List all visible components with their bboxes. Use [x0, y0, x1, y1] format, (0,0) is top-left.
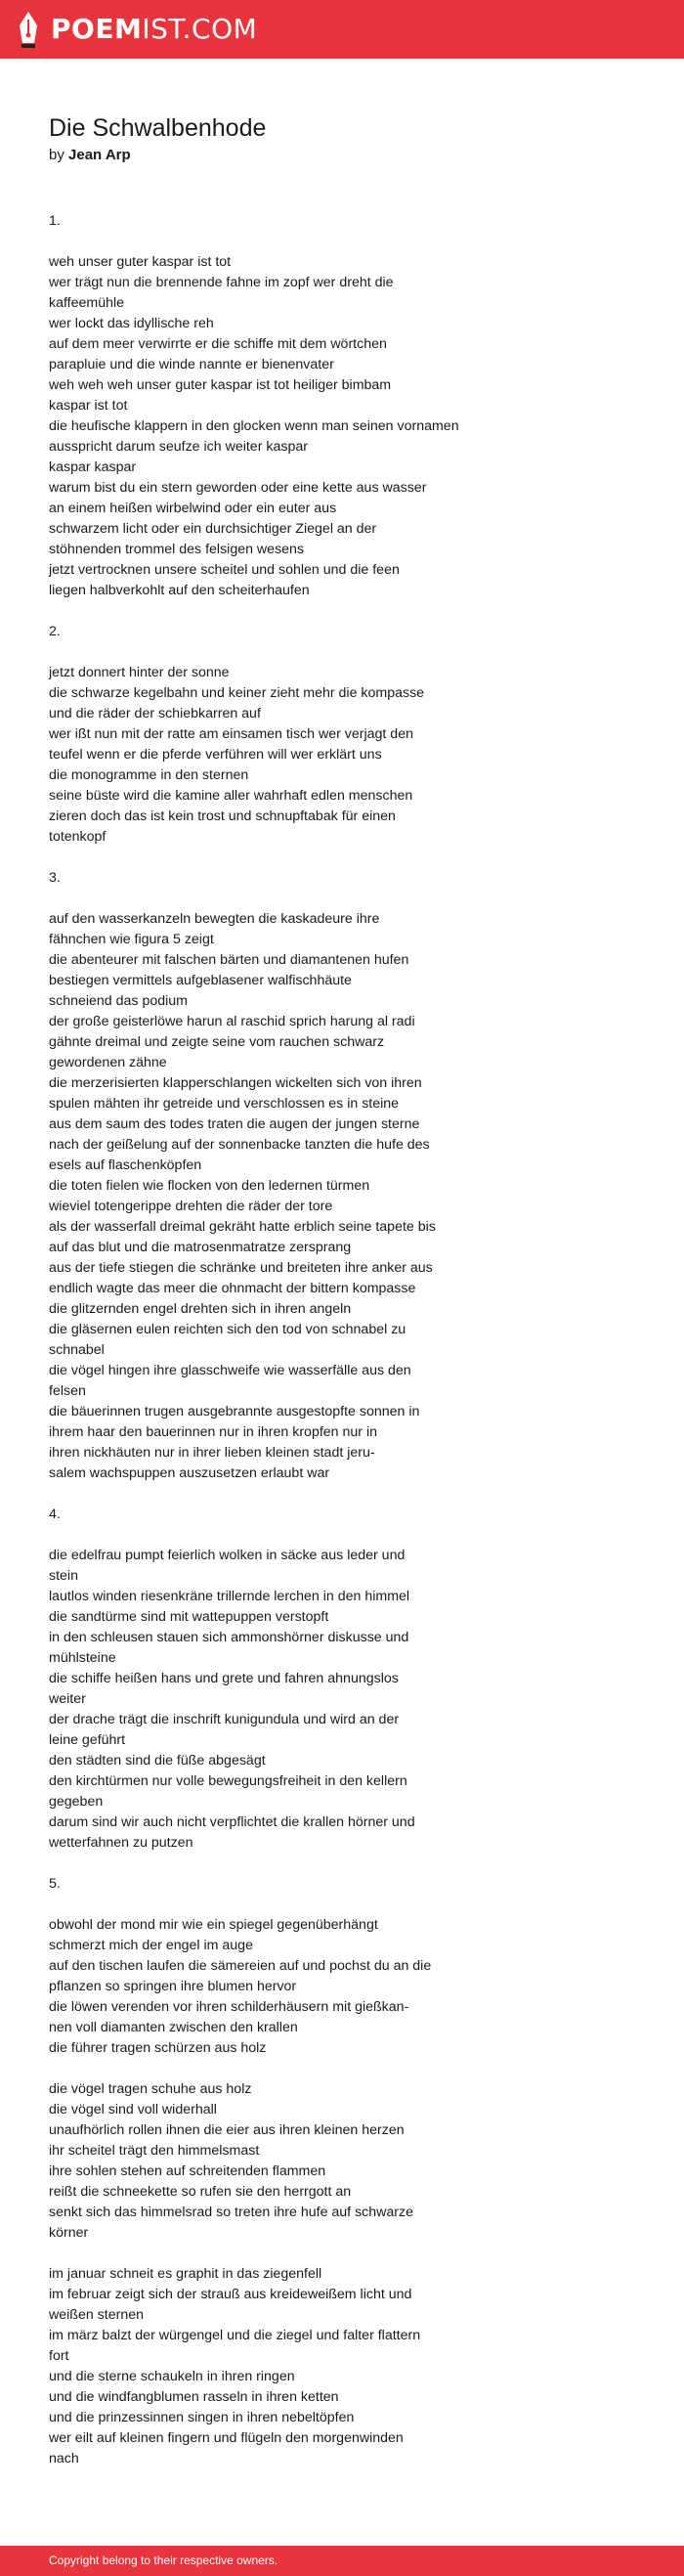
poem-line: pflanzen so springen ihre blumen hervor: [49, 1979, 297, 1994]
poem-line: wer ißt nun mit der ratte am einsamen tisch wer verjagt den: [49, 726, 413, 742]
poem-line: auf den wasserkanzeln bewegten die kaskadeure ihre: [49, 911, 380, 927]
footer: [0, 2546, 684, 2576]
poem-line: kaffeemühle: [49, 295, 125, 311]
poem-line: weh unser guter kaspar ist tot: [49, 254, 232, 270]
logo-strong: POEM: [51, 13, 143, 45]
poem-line: gähnte dreimal und zeigte seine vom rauchen schwarz: [49, 1034, 385, 1050]
poem-line: die glitzernden engel drehten sich in ihren angeln: [49, 1301, 352, 1317]
poem-line: schneiend das podium: [49, 993, 188, 1009]
logo-rest: IST.COM: [142, 13, 258, 45]
poem-line: totenkopf: [49, 829, 107, 845]
stanza-break: [49, 889, 625, 909]
poem-line: die bäuerinnen trugen ausgebrannte ausgestopfte sonnen in: [49, 1404, 420, 1419]
fountain-pen-nib-icon: [16, 10, 41, 49]
poem-line: die heufische klappern in den glocken wenn man seinen vornamen: [49, 418, 459, 434]
top-bar: [0, 0, 684, 59]
poem-line: ihrem haar den bauerinnen nur in ihren kropfen nur in: [49, 1424, 377, 1440]
poem-line: felsen: [49, 1383, 86, 1399]
poem-line: weißen sternen: [49, 2307, 144, 2323]
stanza-break: [49, 2059, 625, 2079]
poem-line: jetzt vertrocknen unsere scheitel und sohlen und die feen: [49, 562, 400, 578]
poem-line: wer eilt auf kleinen fingern und flügeln den morgenwinden: [49, 2430, 404, 2446]
poem-line: die toten fielen wie flocken von den ledernen türmen: [49, 1178, 370, 1194]
section-number: 4.: [49, 1506, 61, 1522]
poem-line: auf das blut und die matrosenmatratze zersprang: [49, 1240, 352, 1255]
poem-line: wieviel totengerippe drehten die räder der tore: [49, 1199, 333, 1214]
poem-line: weh weh weh unser guter kaspar ist tot heiliger bimbam: [49, 377, 392, 393]
poem-body: [49, 211, 625, 2469]
poem-line: ausspricht darum seufze ich weiter kaspar: [49, 439, 308, 455]
poem-line: im februar zeigt sich der strauß aus kreideweißem licht und: [49, 2287, 412, 2302]
poem-line: auf den tischen laufen die sämereien auf und pochst du an die: [49, 1958, 432, 1974]
poem-line: nach: [49, 2451, 79, 2467]
poem-line: darum sind wir auch nicht verpflichtet die krallen hörner und: [49, 1814, 415, 1830]
poem-line: wer trägt nun die brennende fahne im zopf wer dreht die: [49, 275, 394, 290]
poem-line: nen voll diamanten zwischen den krallen: [49, 2020, 298, 2035]
poem-line: aus der tiefe stiegen die schränke und breiteten ihre anker aus: [49, 1260, 433, 1276]
poem-line: schmerzt mich der engel im auge: [49, 1938, 253, 1953]
poem-line: schwarzem licht oder ein durchsichtiger Ziegel an der: [49, 521, 377, 537]
poem-line: die monogramme in den sternen: [49, 767, 249, 783]
poem-line: teufel wenn er die pferde verführen will wer erklärt uns: [49, 747, 382, 763]
poem-line: endlich wagte das meer die ohnmacht der bittern kompasse: [49, 1281, 416, 1296]
section-number: 5.: [49, 1876, 61, 1892]
stanza-break: [49, 848, 625, 868]
poem-line: den städten sind die füße abgesägt: [49, 1753, 266, 1768]
poem-line: schnabel: [49, 1342, 105, 1358]
poem-line: die führer tragen schürzen aus holz: [49, 2040, 267, 2056]
poem-line: im märz balzt der würgengel und die ziegel und falter flattern: [49, 2328, 421, 2343]
poem-line: lautlos winden riesenkräne trillernde lerchen in den himmel: [49, 1589, 410, 1604]
poem-header: [49, 111, 635, 166]
poem-line: leine geführt: [49, 1732, 126, 1748]
poem-line: salem wachspuppen auszusetzen erlaubt war: [49, 1465, 330, 1481]
poem-line: die sandtürme sind mit wattepuppen verstopft: [49, 1609, 329, 1625]
poem-line: ihre sohlen stehen auf schreitenden flammen: [49, 2163, 326, 2179]
poem-line: warum bist du ein stern geworden oder eine kette aus wasser: [49, 480, 427, 496]
poem-line: die gläsernen eulen reichten sich den tod von schnabel zu: [49, 1322, 406, 1337]
poem-line: mühlsteine: [49, 1650, 116, 1666]
poem-line: wer lockt das idyllische reh: [49, 316, 214, 331]
poem-line: stein: [49, 1568, 78, 1584]
poem-line: kaspar kaspar: [49, 459, 137, 475]
byline: [49, 145, 635, 166]
poem-line: gewordenen zähne: [49, 1055, 167, 1070]
poem-line: senkt sich das himmelsrad so treten ihre hufe auf schwarze: [49, 2205, 413, 2220]
poem-line: jetzt donnert hinter der sonne: [49, 665, 230, 680]
copyright-notice: Copyright belong to their respective owners.: [49, 2554, 278, 2567]
poem-line: fähnchen wie figura 5 zeigt: [49, 932, 214, 947]
poem-line: die löwen verenden vor ihren schilderhäusern mit gießkan-: [49, 1999, 409, 2015]
section-number: 1.: [49, 213, 61, 229]
poem-line: ihr scheitel trägt den himmelsmast: [49, 2143, 260, 2159]
poem-line: fort: [49, 2348, 69, 2364]
poem-line: die vögel sind voll widerhall: [49, 2102, 217, 2118]
poem-line: wetterfahnen zu putzen: [49, 1835, 193, 1851]
poem-line: im januar schneit es graphit in das ziegenfell: [49, 2266, 322, 2282]
poem-line: und die windfangblumen rasseln in ihren ketten: [49, 2389, 339, 2405]
poem-line: liegen halbverkohlt auf den scheiterhaufen: [49, 583, 310, 598]
poem-line: weiter: [49, 1691, 86, 1707]
poem-line: und die räder der schiebkarren auf: [49, 706, 261, 721]
poem-line: obwohl der mond mir wie ein spiegel gegenüberhängt: [49, 1917, 378, 1933]
author-link[interactable]: Jean Arp: [68, 147, 131, 163]
poem-line: in den schleusen stauen sich ammonshörner diskusse und: [49, 1630, 409, 1645]
poem-line: als der wasserfall dreimal gekräht hatte erblich seine tapete bis: [49, 1219, 436, 1235]
poem-line: die edelfrau pumpt feierlich wolken in säcke aus leder und: [49, 1548, 406, 1563]
poem-line: seine büste wird die kamine aller wahrhaft edlen menschen: [49, 788, 413, 804]
poem-line: körner: [49, 2225, 89, 2241]
poem-line: die schwarze kegelbahn und keiner zieht mehr die kompasse: [49, 685, 425, 701]
poem-line: an einem heißen wirbelwind oder ein euter aus: [49, 501, 337, 516]
poem-line: und die sterne schaukeln in ihren ringen: [49, 2369, 295, 2384]
by-label: by: [49, 147, 64, 163]
poem-line: aus dem saum des todes traten die augen der jungen sterne: [49, 1116, 420, 1132]
poem-line: stöhnenden trommel des felsigen wesens: [49, 542, 305, 557]
poem-line: und die prinzessinnen singen in ihren nebeltöpfen: [49, 2410, 355, 2425]
poem-line: zieren doch das ist kein trost und schnupftabak für einen: [49, 808, 396, 824]
poem-line: nach der geißelung auf der sonnenbacke tanzten die hufe des: [49, 1137, 430, 1153]
poem-line: kaspar ist tot: [49, 398, 128, 414]
stanza-break: [49, 642, 625, 663]
stanza-break: [49, 1895, 625, 1915]
poem-line: parapluie und die winde nannte er bienenvater: [49, 357, 334, 372]
poem-line: die vögel hingen ihre glasschweife wie wasserfälle aus den: [49, 1363, 411, 1378]
poem-line: den kirchtürmen nur volle bewegungsfreiheit in den kellern: [49, 1773, 407, 1789]
poem-line: ihren nickhäuten nur in ihrer lieben kleinen stadt jeru-: [49, 1445, 375, 1461]
poem-line: esels auf flaschenköpfen: [49, 1157, 202, 1173]
poem-line: spulen mähten ihr getreide und verschlossen es in steine: [49, 1096, 400, 1112]
site-logo[interactable]: [16, 10, 257, 49]
section-number: 3.: [49, 870, 61, 886]
poem-line: bestiegen vermittels aufgeblasener walfischhäute: [49, 973, 352, 988]
poem-line: die schiffe heißen hans und grete und fahren ahnungslos: [49, 1671, 399, 1686]
stanza-break: [49, 601, 625, 622]
poem-line: unaufhörlich rollen ihnen die eier aus ihren kleinen herzen: [49, 2122, 405, 2138]
stanza-break: [49, 1854, 625, 1874]
stanza-break: [49, 1484, 625, 1505]
poem-line: die abenteurer mit falschen bärten und diamantenen hufen: [49, 952, 409, 968]
poem-line: der drache trägt die inschrift kunigundula und wird an der: [49, 1712, 400, 1727]
section-number: 2.: [49, 624, 61, 639]
stanza-break: [49, 232, 625, 252]
poem-title: Die Schwalbenhode: [49, 114, 267, 142]
stanza-break: [49, 1525, 625, 1546]
site-logo-wordmark: [51, 10, 257, 49]
poem-line: die merzerisierten klapperschlangen wickelten sich von ihren: [49, 1075, 422, 1091]
poem-line: die vögel tragen schuhe aus holz: [49, 2081, 252, 2097]
stanza-break: [49, 2244, 625, 2264]
poem-line: der große geisterlöwe harun al raschid sprich harung al radi: [49, 1014, 415, 1029]
poem-line: gegeben: [49, 1794, 104, 1810]
poem-line: reißt die schneekette so rufen sie den herrgott an: [49, 2184, 352, 2200]
poem-line: auf dem meer verwirrte er die schiffe mit dem wörtchen: [49, 336, 387, 352]
